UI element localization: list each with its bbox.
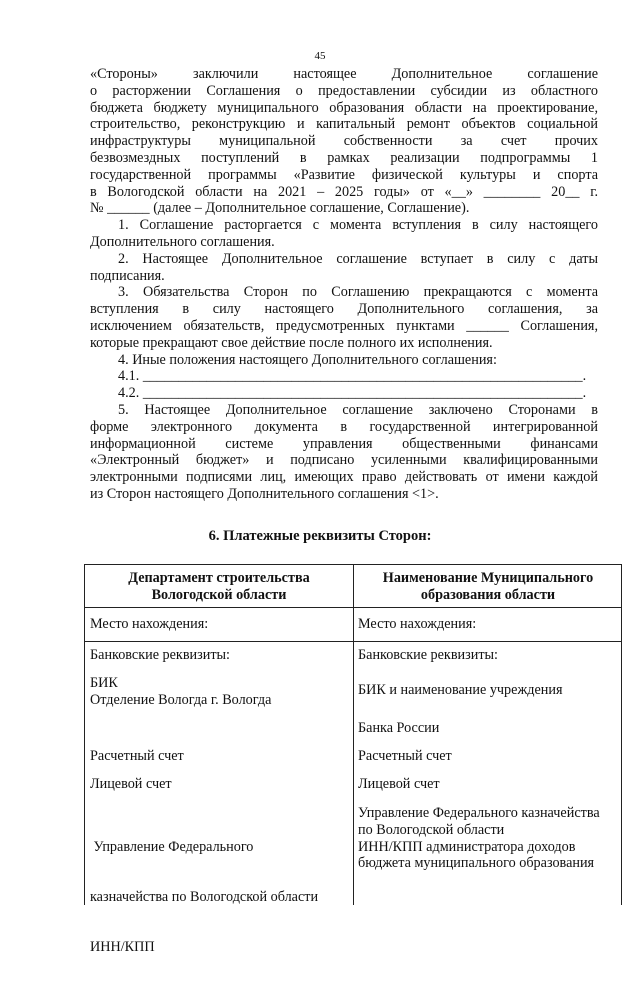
column-divider (353, 565, 354, 905)
clause-2 (90, 251, 598, 285)
text-line: 5. Настоящее Дополнительное соглашение заключено Сторонами в (118, 401, 598, 418)
header-line: Департамент строительства (128, 570, 310, 586)
left-personal-account-label: Лицевой счет (90, 776, 172, 792)
text-line: безвозмездных поступлений в рамках реализации подпрограммы 1 (90, 149, 598, 166)
row-divider (85, 641, 621, 642)
text-line: форме электронного документа в государственной интегрированной (90, 418, 598, 435)
text-line: государственной программы «Развитие физической культуры и спорта (90, 166, 598, 183)
text-line: инфраструктуры муниципальной собственности за счет прочих (90, 133, 598, 150)
text-line: «Стороны» заключили настоящее Дополнительное соглашение (90, 66, 598, 82)
text-line: ИНН/КПП (90, 939, 155, 956)
preamble-paragraph (90, 66, 598, 217)
right-treasury-block (358, 805, 600, 872)
left-bank-branch: Отделение Вологда г. Вологда (90, 692, 272, 708)
text-line: электронными подписями лиц, имеющих право действовать от имени каждой (90, 469, 598, 486)
text-line: Управление Федерального казначейства (358, 805, 600, 821)
text-line: бюджета муниципального образования (358, 855, 595, 872)
text-line: № ______ (далее – Дополнительное соглашение, Соглашение). (90, 200, 470, 217)
text-line: бюджета бюджету муниципального образования области на проектирование, (90, 99, 598, 116)
text-line: 1. Соглашение расторгается с момента вступления в силу настоящего (118, 217, 598, 234)
right-bik-name-label: БИК и наименование учреждения (358, 682, 563, 698)
right-settlement-account-label: Расчетный счет (358, 748, 452, 764)
text-line: которые прекращают свое действие после полного их исполнения. (90, 334, 493, 351)
text-line: информационной системе управления общественными финансами (90, 435, 598, 452)
text-line: о расторжении Соглашения о предоставлении субсидии из областного (90, 82, 598, 99)
header-line: образования области (420, 586, 556, 603)
fill-in-line-4-2: 4.2. ______________________________________________________________. (118, 385, 587, 402)
clause-3 (90, 284, 598, 351)
payment-details-table (84, 564, 622, 956)
right-bank-details-label: Банковские реквизиты: (358, 647, 498, 663)
left-location-label: Место нахождения: (90, 616, 209, 632)
text-line: 2. Настоящее Дополнительное соглашение вступает в силу с даты (118, 250, 598, 267)
right-party-header (354, 570, 622, 604)
text-line: в Вологодской области на 2021 – 2025 годы» от «__» ________ 20__ г. (90, 183, 598, 200)
section-title: 6. Платежные реквизиты Сторон: (208, 528, 432, 544)
text-line: 4. Иные положения настоящего Дополнительного соглашения: (118, 351, 497, 368)
text-line: вступления в силу настоящего Дополнительного соглашения, за (90, 301, 598, 318)
text-line: исключением обязательств, предусмотренных пунктами ______ Соглашения, (90, 317, 598, 334)
text-line: «Электронный бюджет» и подписано усиленными квалифицированными (90, 452, 598, 469)
header-line: Наименование Муниципального (382, 570, 594, 586)
text-line: Управление Федерального (90, 838, 254, 855)
left-bik-label: БИК (90, 675, 118, 691)
left-settlement-account-label: Расчетный счет (90, 748, 184, 764)
text-line: строительство, реконструкцию и капитальный ремонт объектов социальной (90, 116, 598, 133)
row-divider (85, 607, 621, 608)
right-location-label: Место нахождения: (358, 616, 477, 632)
text-line: ИНН/КПП администратора доходов (358, 838, 576, 855)
text-line: 3. Обязательства Сторон по Соглашению прекращаются с момента (118, 284, 598, 301)
clause-1 (90, 217, 598, 251)
clause-4 (90, 352, 598, 402)
text-line: подписания. (90, 267, 165, 284)
right-personal-account-label: Лицевой счет (358, 776, 440, 792)
fill-in-line-4-1: 4.1. ______________________________________________________________. (118, 368, 587, 385)
header-line: Вологодской области (151, 586, 287, 603)
agreement-text (90, 66, 598, 503)
text-line: по Вологодской области (358, 821, 505, 838)
page-number: 45 (314, 50, 326, 62)
left-bank-details-label: Банковские реквизиты: (90, 647, 230, 663)
right-bank-of-russia-label: Банка России (358, 720, 440, 736)
text-line: Дополнительного соглашения. (90, 233, 275, 250)
left-party-header (85, 570, 353, 604)
clause-5 (90, 402, 598, 503)
text-line: из Сторон настоящего Дополнительного соглашения <1>. (90, 485, 439, 502)
left-treasury-block (90, 805, 318, 990)
text-line: казначейства по Вологодской области (90, 888, 319, 905)
